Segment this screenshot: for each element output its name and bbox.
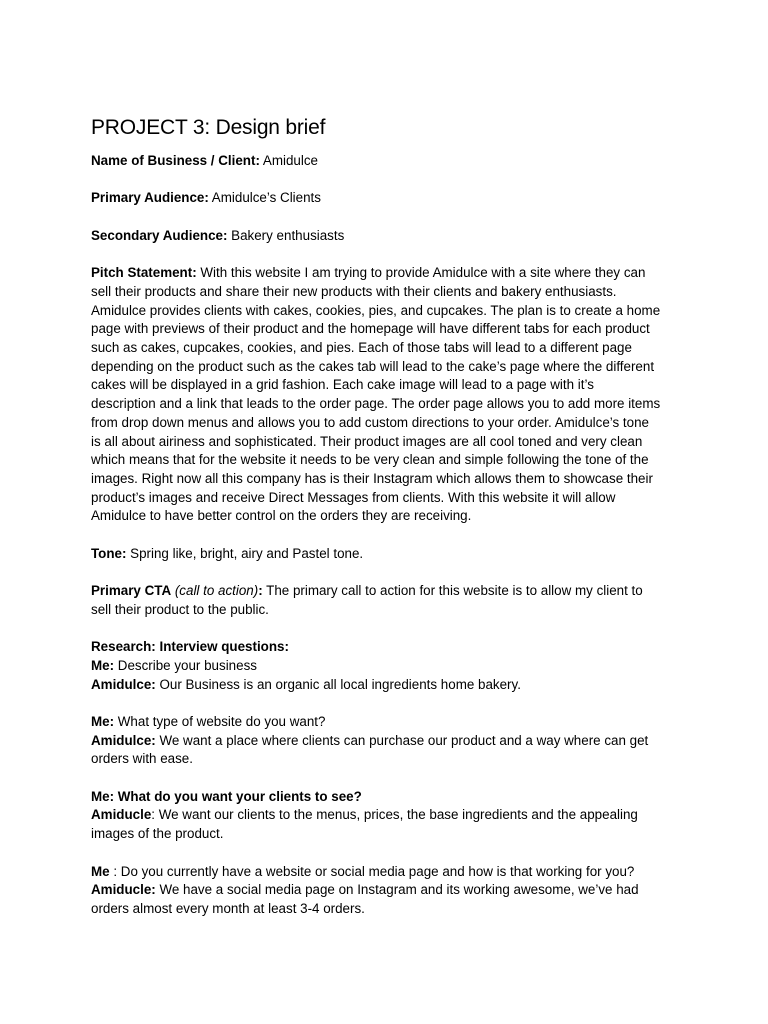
business-label: Name of Business / Client:: [91, 153, 260, 168]
document-page: [91, 114, 691, 919]
business-value: Amidulce: [259, 153, 318, 168]
secondary-audience-line: [91, 227, 691, 246]
cta-label: Primary CTA: [91, 583, 172, 599]
qa-block: [91, 788, 691, 844]
answer-line: Amiducle: We have a social media page on Instagram and its working awesome, we’ve had: [91, 882, 639, 898]
answer-line: Amidulce: Our Business is an organic all local ingredients home bakery.: [91, 676, 521, 692]
pitch-line: is all about airiness and sophisticated. Their product images are all cool toned and very clean: [91, 433, 643, 449]
qa-block: [91, 657, 691, 694]
cta-italic: (call to action): [171, 583, 259, 599]
answer-line: Amidulce: We want a place where clients can purchase our product and a way where can get: [91, 732, 649, 748]
tone-line: [91, 545, 691, 564]
pitch-line: product’s images and receive Direct Messages from clients. With this website it will allow: [91, 489, 616, 505]
cta-colon: :: [258, 583, 263, 599]
question-line: Me: What do you want your clients to see?: [91, 788, 362, 804]
primary-audience-value: Amidulce’s Clients: [208, 190, 321, 206]
pitch-line: Amidulce provides clients with cakes, cookies, pies, and cupcakes. The plan is to create a home: [91, 302, 661, 318]
answer-line: orders almost every month at least 3-4 orders.: [91, 900, 365, 916]
tone-value: Spring like, bright, airy and Pastel tone.: [126, 545, 364, 561]
qa-block: [91, 713, 691, 769]
business-line: [91, 152, 691, 171]
pitch-statement: [91, 264, 691, 526]
pitch-line: Pitch Statement: With this website I am trying to provide Amidulce with a site where they can: [91, 265, 646, 281]
document-title: PROJECT 3: Design brief: [91, 116, 326, 139]
answer-line: Amiducle: We want our clients to the menus, prices, the base ingredients and the appealing: [91, 807, 638, 823]
primary-audience-line: [91, 189, 691, 208]
secondary-audience-value: Bakery enthusiasts: [227, 227, 345, 243]
question-line: Me: What type of website do you want?: [91, 713, 326, 729]
primary-cta: [91, 582, 691, 619]
pitch-line: depending on the product such as the cakes tab will lead to the cake’s page where the different: [91, 358, 655, 374]
pitch-line: Amidulce to have better control on the orders they are receiving.: [91, 508, 472, 524]
cta-line: Primary CTA (call to action): The primary call to action for this website is to allow my client to: [91, 583, 643, 599]
qa-block: [91, 863, 691, 919]
pitch-line: page with previews of their product and the homepage will have different tabs for each product: [91, 321, 650, 337]
cta-line: sell their product to the public.: [91, 601, 269, 617]
pitch-line: from drop down menus and allows you to add custom directions to your order. Amidulce’s tone: [91, 414, 649, 430]
question-line: Me : Do you currently have a website or social media page and how is that working for you?: [91, 863, 635, 879]
pitch-label: Pitch Statement:: [91, 265, 197, 281]
tone-label: Tone:: [91, 545, 127, 561]
answer-line: images of the product.: [91, 826, 224, 842]
pitch-line: such as cakes, cupcakes, cookies, and pies. Each of those tabs will lead to a different page: [91, 339, 632, 355]
question-line: Me: Describe your business: [91, 657, 257, 673]
pitch-line: sell their products and share their new products with their clients and bakery enthusiasts.: [91, 283, 617, 299]
secondary-audience-label: Secondary Audience:: [91, 227, 228, 243]
pitch-line: cakes will be displayed in a grid fashion. Each cake image will lead to a page with it’s: [91, 377, 594, 393]
pitch-line: images. Right now all this company has is their Instagram which allows them to showcase their: [91, 470, 653, 486]
pitch-line: description and a link that leads to the order page. The order page allows you to add more items: [91, 396, 661, 412]
pitch-line: which means that for the website it needs to be very clean and simple following the tone of the: [91, 452, 649, 468]
primary-audience-label: Primary Audience:: [91, 190, 209, 206]
answer-line: orders with ease.: [91, 751, 193, 767]
research-heading: Research: Interview questions:: [91, 639, 289, 655]
research-section: [91, 638, 691, 919]
